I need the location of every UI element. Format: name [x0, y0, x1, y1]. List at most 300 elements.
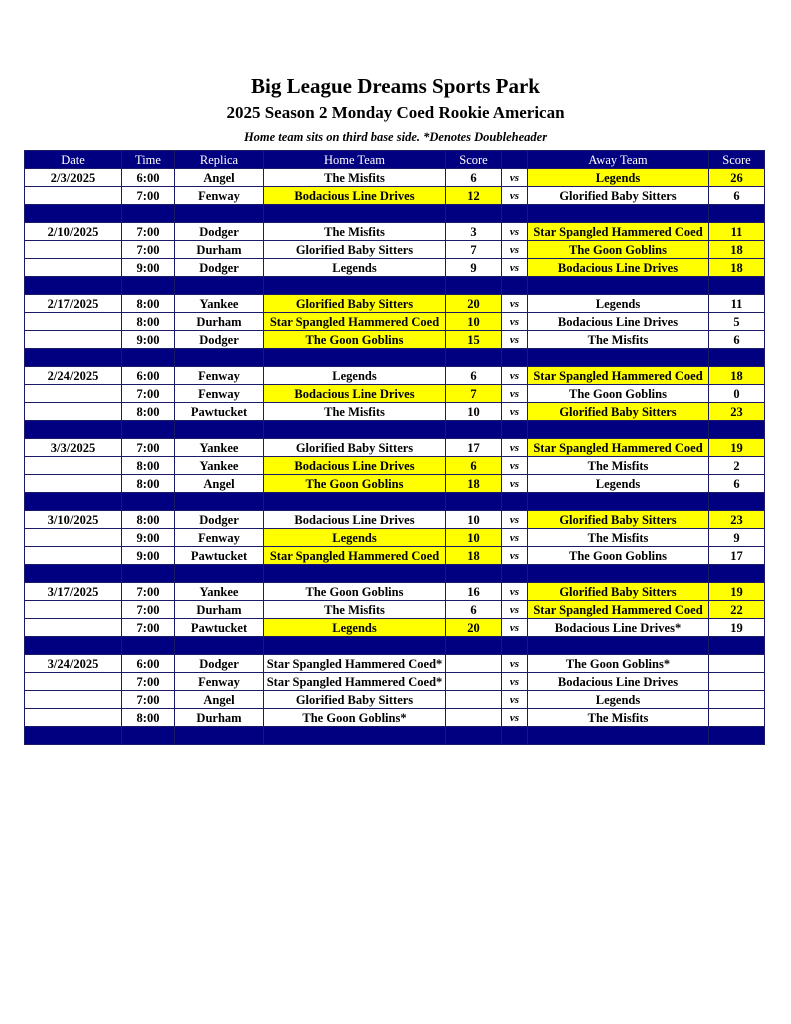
date-cell — [25, 385, 122, 403]
date-cell — [25, 547, 122, 565]
date-cell — [25, 601, 122, 619]
date-cell — [25, 691, 122, 709]
separator-cell — [709, 493, 765, 511]
column-header-vs — [502, 151, 528, 169]
away-team-cell: Glorified Baby Sitters — [528, 403, 709, 421]
separator-cell — [528, 277, 709, 295]
separator-cell — [446, 349, 502, 367]
separator-cell — [502, 493, 528, 511]
separator-cell — [502, 205, 528, 223]
game-row — [25, 673, 765, 691]
time-cell: 9:00 — [122, 331, 175, 349]
separator-cell — [25, 421, 122, 439]
away-team-cell: Legends — [528, 169, 709, 187]
date-cell — [25, 475, 122, 493]
separator-cell — [528, 565, 709, 583]
separator-cell — [264, 565, 446, 583]
away-score-cell: 17 — [709, 547, 765, 565]
home-team-cell: Glorified Baby Sitters — [264, 295, 446, 313]
home-score-cell — [446, 655, 502, 673]
date-cell: 2/10/2025 — [25, 223, 122, 241]
time-cell: 8:00 — [122, 475, 175, 493]
away-score-cell: 18 — [709, 367, 765, 385]
game-row — [25, 547, 765, 565]
time-cell: 7:00 — [122, 583, 175, 601]
home-score-cell: 10 — [446, 313, 502, 331]
vs-cell: vs — [502, 367, 528, 385]
column-header-replica: Replica — [175, 151, 264, 169]
away-score-cell — [709, 709, 765, 727]
separator-cell — [502, 565, 528, 583]
home-score-cell: 17 — [446, 439, 502, 457]
away-score-cell: 19 — [709, 619, 765, 637]
schedule-table — [24, 150, 765, 745]
page-subtitle: 2025 Season 2 Monday Coed Rookie American — [226, 103, 565, 122]
away-team-cell: The Goon Goblins — [528, 385, 709, 403]
page-title: Big League Dreams Sports Park — [251, 74, 540, 98]
home-score-cell: 10 — [446, 529, 502, 547]
separator-cell — [528, 493, 709, 511]
vs-cell: vs — [502, 403, 528, 421]
replica-cell: Yankee — [175, 295, 264, 313]
column-header-away-team: Away Team — [528, 151, 709, 169]
date-cell — [25, 529, 122, 547]
away-score-cell — [709, 673, 765, 691]
date-cell — [25, 187, 122, 205]
separator-cell — [502, 421, 528, 439]
vs-cell: vs — [502, 475, 528, 493]
away-score-cell: 6 — [709, 331, 765, 349]
separator-cell — [446, 205, 502, 223]
separator-cell — [528, 205, 709, 223]
replica-cell: Durham — [175, 709, 264, 727]
home-score-cell: 6 — [446, 601, 502, 619]
separator-cell — [25, 637, 122, 655]
replica-cell: Pawtucket — [175, 403, 264, 421]
game-row — [25, 457, 765, 475]
game-row — [25, 655, 765, 673]
time-cell: 6:00 — [122, 367, 175, 385]
replica-cell: Fenway — [175, 529, 264, 547]
away-team-cell: Legends — [528, 295, 709, 313]
time-cell: 7:00 — [122, 601, 175, 619]
game-row — [25, 385, 765, 403]
home-score-cell: 12 — [446, 187, 502, 205]
time-cell: 7:00 — [122, 187, 175, 205]
separator-cell — [175, 727, 264, 745]
time-cell: 8:00 — [122, 403, 175, 421]
home-team-cell: Legends — [264, 619, 446, 637]
replica-cell: Durham — [175, 241, 264, 259]
week-separator — [25, 421, 765, 439]
week-separator — [25, 565, 765, 583]
time-cell: 9:00 — [122, 547, 175, 565]
time-cell: 7:00 — [122, 223, 175, 241]
replica-cell: Angel — [175, 169, 264, 187]
separator-cell — [175, 637, 264, 655]
vs-cell: vs — [502, 619, 528, 637]
replica-cell: Pawtucket — [175, 619, 264, 637]
replica-cell: Dodger — [175, 655, 264, 673]
home-team-cell: Glorified Baby Sitters — [264, 439, 446, 457]
home-score-cell — [446, 691, 502, 709]
replica-cell: Dodger — [175, 511, 264, 529]
replica-cell: Fenway — [175, 385, 264, 403]
separator-cell — [25, 565, 122, 583]
separator-cell — [446, 565, 502, 583]
home-score-cell: 9 — [446, 259, 502, 277]
replica-cell: Fenway — [175, 673, 264, 691]
separator-cell — [502, 349, 528, 367]
separator-cell — [446, 727, 502, 745]
date-cell: 2/24/2025 — [25, 367, 122, 385]
separator-cell — [264, 637, 446, 655]
separator-cell — [264, 727, 446, 745]
away-score-cell: 0 — [709, 385, 765, 403]
away-team-cell: Star Spangled Hammered Coed — [528, 601, 709, 619]
game-row — [25, 583, 765, 601]
away-team-cell: Star Spangled Hammered Coed — [528, 367, 709, 385]
home-team-cell: Bodacious Line Drives — [264, 511, 446, 529]
replica-cell: Yankee — [175, 439, 264, 457]
replica-cell: Durham — [175, 601, 264, 619]
replica-cell: Yankee — [175, 457, 264, 475]
separator-cell — [446, 421, 502, 439]
separator-cell — [25, 349, 122, 367]
home-score-cell: 7 — [446, 241, 502, 259]
separator-cell — [175, 349, 264, 367]
vs-cell: vs — [502, 439, 528, 457]
away-team-cell: Bodacious Line Drives* — [528, 619, 709, 637]
week-separator — [25, 493, 765, 511]
game-row — [25, 511, 765, 529]
time-cell: 9:00 — [122, 529, 175, 547]
vs-cell: vs — [502, 709, 528, 727]
home-team-cell: The Misfits — [264, 601, 446, 619]
game-row — [25, 439, 765, 457]
game-row — [25, 295, 765, 313]
replica-cell: Yankee — [175, 583, 264, 601]
away-team-cell: Glorified Baby Sitters — [528, 583, 709, 601]
date-cell — [25, 241, 122, 259]
date-cell — [25, 673, 122, 691]
date-cell: 3/24/2025 — [25, 655, 122, 673]
separator-cell — [25, 205, 122, 223]
away-score-cell: 19 — [709, 583, 765, 601]
separator-cell — [502, 727, 528, 745]
date-cell: 3/3/2025 — [25, 439, 122, 457]
separator-cell — [175, 493, 264, 511]
away-team-cell: Star Spangled Hammered Coed — [528, 439, 709, 457]
replica-cell: Angel — [175, 691, 264, 709]
home-team-cell: Glorified Baby Sitters — [264, 691, 446, 709]
home-team-cell: The Goon Goblins — [264, 475, 446, 493]
separator-cell — [709, 421, 765, 439]
home-team-cell: Star Spangled Hammered Coed — [264, 547, 446, 565]
away-team-cell: The Misfits — [528, 331, 709, 349]
away-score-cell: 23 — [709, 403, 765, 421]
separator-cell — [528, 349, 709, 367]
home-score-cell: 7 — [446, 385, 502, 403]
replica-cell: Pawtucket — [175, 547, 264, 565]
separator-cell — [709, 565, 765, 583]
away-score-cell: 18 — [709, 259, 765, 277]
away-score-cell — [709, 691, 765, 709]
home-team-cell: Legends — [264, 259, 446, 277]
game-row — [25, 259, 765, 277]
home-score-cell: 3 — [446, 223, 502, 241]
separator-cell — [175, 565, 264, 583]
time-cell: 8:00 — [122, 511, 175, 529]
home-team-cell: The Misfits — [264, 403, 446, 421]
away-team-cell: Bodacious Line Drives — [528, 313, 709, 331]
separator-cell — [264, 277, 446, 295]
away-score-cell: 11 — [709, 295, 765, 313]
away-score-cell: 19 — [709, 439, 765, 457]
separator-cell — [502, 277, 528, 295]
separator-cell — [122, 277, 175, 295]
game-row — [25, 367, 765, 385]
away-score-cell: 22 — [709, 601, 765, 619]
week-separator — [25, 349, 765, 367]
away-team-cell: The Misfits — [528, 709, 709, 727]
vs-cell: vs — [502, 583, 528, 601]
separator-cell — [122, 493, 175, 511]
separator-cell — [175, 421, 264, 439]
home-team-cell: The Goon Goblins — [264, 331, 446, 349]
game-row — [25, 403, 765, 421]
column-header-home-score: Score — [446, 151, 502, 169]
separator-cell — [25, 727, 122, 745]
vs-cell: vs — [502, 547, 528, 565]
away-team-cell: Legends — [528, 691, 709, 709]
time-cell: 7:00 — [122, 619, 175, 637]
replica-cell: Fenway — [175, 187, 264, 205]
vs-cell: vs — [502, 313, 528, 331]
replica-cell: Angel — [175, 475, 264, 493]
vs-cell: vs — [502, 601, 528, 619]
separator-cell — [709, 637, 765, 655]
home-team-cell: Bodacious Line Drives — [264, 385, 446, 403]
away-team-cell: The Goon Goblins* — [528, 655, 709, 673]
separator-cell — [122, 421, 175, 439]
vs-cell: vs — [502, 259, 528, 277]
column-header-home-team: Home Team — [264, 151, 446, 169]
home-score-cell: 6 — [446, 457, 502, 475]
week-separator — [25, 727, 765, 745]
home-team-cell: The Goon Goblins — [264, 583, 446, 601]
home-score-cell: 10 — [446, 403, 502, 421]
home-score-cell: 20 — [446, 619, 502, 637]
away-score-cell: 23 — [709, 511, 765, 529]
home-score-cell: 20 — [446, 295, 502, 313]
time-cell: 7:00 — [122, 439, 175, 457]
away-team-cell: Glorified Baby Sitters — [528, 187, 709, 205]
away-score-cell: 2 — [709, 457, 765, 475]
date-cell — [25, 313, 122, 331]
separator-cell — [175, 205, 264, 223]
date-cell — [25, 619, 122, 637]
away-score-cell: 18 — [709, 241, 765, 259]
vs-cell: vs — [502, 295, 528, 313]
home-score-cell: 16 — [446, 583, 502, 601]
separator-cell — [446, 493, 502, 511]
away-score-cell: 6 — [709, 187, 765, 205]
home-team-cell: The Misfits — [264, 169, 446, 187]
date-cell — [25, 331, 122, 349]
away-team-cell: The Misfits — [528, 529, 709, 547]
replica-cell: Durham — [175, 313, 264, 331]
week-separator — [25, 277, 765, 295]
vs-cell: vs — [502, 529, 528, 547]
separator-cell — [264, 205, 446, 223]
separator-cell — [446, 637, 502, 655]
separator-cell — [528, 637, 709, 655]
away-score-cell — [709, 655, 765, 673]
game-row — [25, 619, 765, 637]
date-cell: 3/17/2025 — [25, 583, 122, 601]
date-cell — [25, 403, 122, 421]
away-team-cell: Star Spangled Hammered Coed — [528, 223, 709, 241]
vs-cell: vs — [502, 223, 528, 241]
home-team-cell: Glorified Baby Sitters — [264, 241, 446, 259]
date-cell: 2/17/2025 — [25, 295, 122, 313]
game-row — [25, 187, 765, 205]
away-score-cell: 26 — [709, 169, 765, 187]
game-row — [25, 241, 765, 259]
home-team-cell: Legends — [264, 367, 446, 385]
away-team-cell: The Goon Goblins — [528, 547, 709, 565]
separator-cell — [528, 421, 709, 439]
vs-cell: vs — [502, 655, 528, 673]
away-team-cell: The Goon Goblins — [528, 241, 709, 259]
date-cell: 3/10/2025 — [25, 511, 122, 529]
vs-cell: vs — [502, 331, 528, 349]
separator-cell — [25, 493, 122, 511]
separator-cell — [122, 727, 175, 745]
home-score-cell — [446, 709, 502, 727]
time-cell: 7:00 — [122, 241, 175, 259]
away-score-cell: 5 — [709, 313, 765, 331]
schedule-body — [25, 169, 765, 745]
replica-cell: Dodger — [175, 223, 264, 241]
column-header-date: Date — [25, 151, 122, 169]
separator-cell — [502, 637, 528, 655]
replica-cell: Dodger — [175, 331, 264, 349]
vs-cell: vs — [502, 691, 528, 709]
time-cell: 9:00 — [122, 259, 175, 277]
separator-cell — [122, 637, 175, 655]
separator-cell — [25, 277, 122, 295]
page-note: Home team sits on third base side. *Denotes Doubleheader — [243, 130, 548, 144]
separator-cell — [264, 493, 446, 511]
vs-cell: vs — [502, 511, 528, 529]
away-team-cell: Bodacious Line Drives — [528, 259, 709, 277]
date-cell: 2/3/2025 — [25, 169, 122, 187]
home-team-cell: Star Spangled Hammered Coed* — [264, 673, 446, 691]
game-row — [25, 223, 765, 241]
time-cell: 7:00 — [122, 673, 175, 691]
game-row — [25, 601, 765, 619]
away-team-cell: Bodacious Line Drives — [528, 673, 709, 691]
away-score-cell: 11 — [709, 223, 765, 241]
separator-cell — [709, 277, 765, 295]
replica-cell: Fenway — [175, 367, 264, 385]
home-team-cell: Legends — [264, 529, 446, 547]
header-row — [25, 151, 765, 169]
date-cell — [25, 259, 122, 277]
away-team-cell: The Misfits — [528, 457, 709, 475]
separator-cell — [709, 205, 765, 223]
separator-cell — [446, 277, 502, 295]
time-cell: 7:00 — [122, 691, 175, 709]
home-team-cell: Star Spangled Hammered Coed — [264, 313, 446, 331]
separator-cell — [122, 565, 175, 583]
home-score-cell: 18 — [446, 547, 502, 565]
home-team-cell: Star Spangled Hammered Coed* — [264, 655, 446, 673]
time-cell: 8:00 — [122, 709, 175, 727]
home-score-cell: 10 — [446, 511, 502, 529]
time-cell: 7:00 — [122, 385, 175, 403]
separator-cell — [175, 277, 264, 295]
time-cell: 6:00 — [122, 655, 175, 673]
home-score-cell — [446, 673, 502, 691]
away-score-cell: 9 — [709, 529, 765, 547]
home-team-cell: Bodacious Line Drives — [264, 457, 446, 475]
home-team-cell: The Goon Goblins* — [264, 709, 446, 727]
game-row — [25, 475, 765, 493]
separator-cell — [264, 421, 446, 439]
separator-cell — [122, 349, 175, 367]
vs-cell: vs — [502, 241, 528, 259]
away-score-cell: 6 — [709, 475, 765, 493]
week-separator — [25, 637, 765, 655]
home-score-cell: 6 — [446, 169, 502, 187]
vs-cell: vs — [502, 457, 528, 475]
time-cell: 8:00 — [122, 313, 175, 331]
vs-cell: vs — [502, 169, 528, 187]
replica-cell: Dodger — [175, 259, 264, 277]
game-row — [25, 331, 765, 349]
vs-cell: vs — [502, 385, 528, 403]
game-row — [25, 529, 765, 547]
time-cell: 6:00 — [122, 169, 175, 187]
time-cell: 8:00 — [122, 457, 175, 475]
vs-cell: vs — [502, 673, 528, 691]
home-score-cell: 18 — [446, 475, 502, 493]
week-separator — [25, 205, 765, 223]
game-row — [25, 169, 765, 187]
game-row — [25, 709, 765, 727]
home-team-cell: Bodacious Line Drives — [264, 187, 446, 205]
game-row — [25, 313, 765, 331]
date-cell — [25, 709, 122, 727]
away-team-cell: Glorified Baby Sitters — [528, 511, 709, 529]
home-score-cell: 15 — [446, 331, 502, 349]
separator-cell — [709, 727, 765, 745]
separator-cell — [528, 727, 709, 745]
separator-cell — [264, 349, 446, 367]
home-score-cell: 6 — [446, 367, 502, 385]
separator-cell — [709, 349, 765, 367]
separator-cell — [122, 205, 175, 223]
away-team-cell: Legends — [528, 475, 709, 493]
column-header-away-score: Score — [709, 151, 765, 169]
home-team-cell: The Misfits — [264, 223, 446, 241]
vs-cell: vs — [502, 187, 528, 205]
column-header-time: Time — [122, 151, 175, 169]
time-cell: 8:00 — [122, 295, 175, 313]
